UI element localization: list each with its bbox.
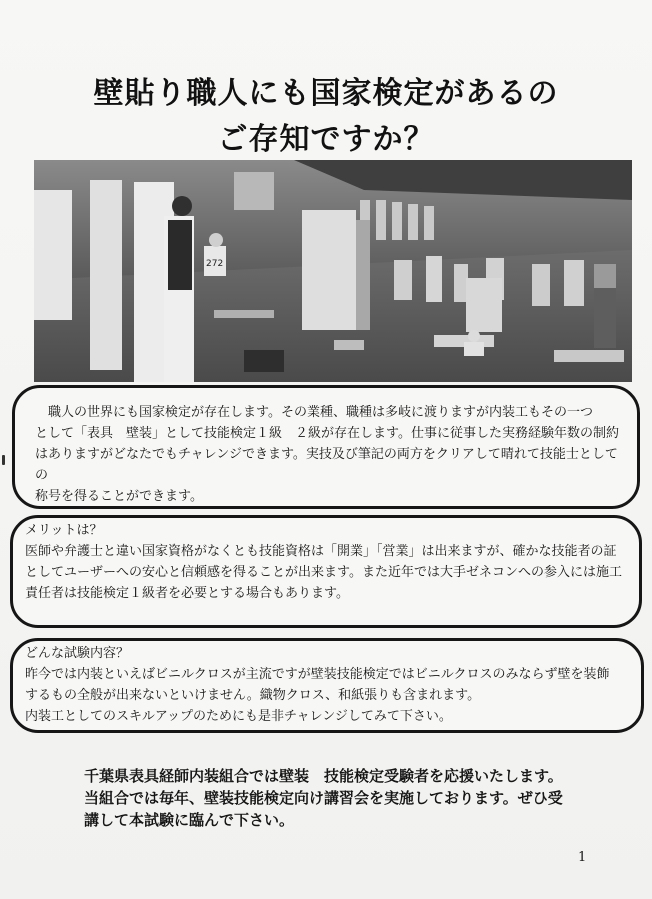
intro-line-2: として「表具 壁装」として技能検定１級 ２級が存在します。仕事に従事した実務経験年数の制約 bbox=[35, 426, 619, 441]
merit-heading: メリットは？ bbox=[25, 523, 103, 538]
footer-line-1: 千葉県表具経師内装組合では壁装 技能検定受験者を応援いたします。 bbox=[84, 767, 563, 785]
intro-line-4: 称号を得ることができます。 bbox=[35, 489, 203, 504]
exam-content-box bbox=[10, 638, 644, 733]
page-title-line-1: 壁貼り職人にも国家検定があるの bbox=[93, 76, 559, 111]
footer-line-2: 当組合では毎年、壁装技能検定向け講習会を実施しております。ぜひ受 bbox=[84, 789, 563, 807]
intro-box bbox=[12, 385, 640, 509]
intro-line-1: 職人の世界にも国家検定が存在します。その業種、職種は多岐に渡りますが内装工もその一つ bbox=[48, 405, 593, 420]
scan-mark bbox=[2, 455, 5, 465]
page-number: 1 bbox=[578, 850, 587, 865]
exam-line-3: 内装工としてのスキルアップのためにも是非チャレンジしてみて下さい。 bbox=[25, 709, 452, 724]
association-footer bbox=[84, 765, 604, 831]
vest-number: 272 bbox=[206, 259, 224, 269]
exam-heading: どんな試験内容？ bbox=[25, 646, 130, 661]
intro-line-3: はありますがどなたでもチャレンジできます。実技及び筆記の両方をクリアして晴れて技能士としての bbox=[35, 447, 618, 483]
exam-line-1: 昨今では内装といえばビニルクロスが主流ですが壁装技能検定ではビニルクロスのみならず壁を装飾 bbox=[25, 667, 610, 682]
merit-line-1: 医師や弁護士と違い国家資格がなくとも技能資格は「開業」「営業」は出来ますが、確かな技能者の証 bbox=[25, 544, 617, 559]
exam-hall-photo bbox=[34, 160, 632, 382]
merit-box bbox=[10, 515, 642, 628]
merit-line-2: としてユーザーへの安心と信頼感を得ることが出来ます。また近年では大手ゼネコンへの参入には施工 bbox=[25, 565, 622, 580]
page-title-line-2: ご存知ですか？ bbox=[217, 122, 435, 157]
exam-line-2: するもの全般が出来ないといけません。織物クロス、和紙張りも含まれます。 bbox=[25, 688, 481, 703]
merit-line-3: 責任者は技能検定１級者を必要とする場合もあります。 bbox=[25, 586, 349, 601]
footer-line-3: 講して本試験に臨んで下さい。 bbox=[84, 811, 295, 829]
